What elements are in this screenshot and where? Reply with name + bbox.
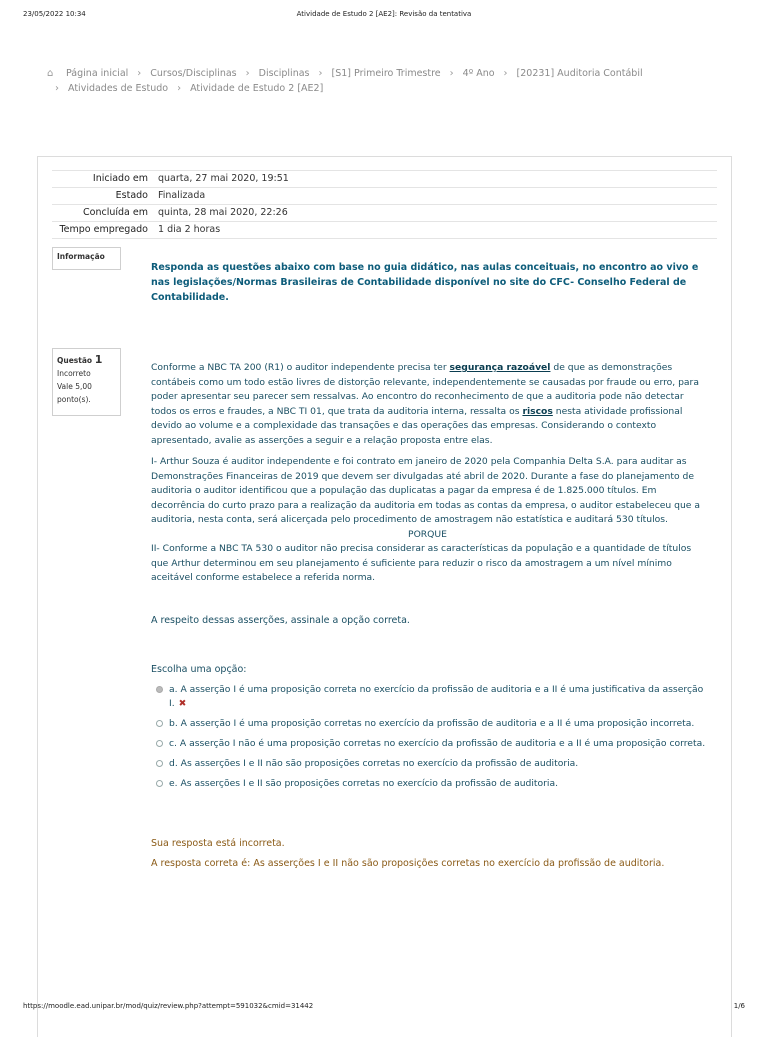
summary-row-time-taken xyxy=(52,221,717,239)
chevron-right-icon: › xyxy=(245,68,250,79)
print-header xyxy=(0,10,768,22)
porque-text: PORQUE xyxy=(408,528,447,540)
radio-button[interactable] xyxy=(156,740,163,747)
option-label: d. As asserções I e II não são proposições corretas no exercício da profissão de auditoria. xyxy=(169,758,579,769)
home-icon: ⌂ xyxy=(47,68,54,79)
feedback-incorrect: Sua resposta está incorreta. xyxy=(151,838,285,849)
question-number-value: 1 xyxy=(94,353,103,366)
answer-option-a[interactable] xyxy=(156,683,708,711)
print-page-title: Atividade de Estudo 2 [AE2]: Revisão da tentativa xyxy=(296,10,472,18)
summary-row-state xyxy=(52,187,717,204)
question-paragraph-1 xyxy=(151,361,704,448)
radio-button[interactable] xyxy=(156,760,163,767)
question-points: Vale 5,00 ponto(s). xyxy=(57,382,92,404)
summary-value: Finalizada xyxy=(158,190,206,201)
link-seguranca-razoavel[interactable]: segurança razoável xyxy=(449,362,551,373)
chevron-right-icon: › xyxy=(137,68,142,79)
info-box: Informação xyxy=(52,247,121,270)
text-fragment: de que as demonstrações contábeis como um todo estão livres de distorção relevante, independentemente se causadas por fraude ou erro, para poder apresentar seu parecer sem ressalvas. Ao encontro do reconhecimento de que a auditoria pode não detectar todos os erros e fraudes, a NBC TI 01, que trata da auditoria interna, ressalta os xyxy=(151,362,699,417)
text-fragment: Conforme a NBC TA 200 (R1) o auditor independente precisa ter xyxy=(151,362,450,373)
radio-button[interactable] xyxy=(156,720,163,727)
choose-option-label: Escolha uma opção: xyxy=(151,664,247,675)
breadcrumb-row-2 xyxy=(47,81,747,96)
question-info-box xyxy=(52,348,121,416)
breadcrumb-item-home[interactable]: Página inicial xyxy=(66,68,129,79)
answer-option-d[interactable] xyxy=(156,757,708,771)
info-text: Responda as questões abaixo com base no guia didático, nas aulas conceituais, no encontro ao vivo e nas legislações/Normas Brasileiras de Contabilidade disponível no site do CFC- Conselho Federal de Contabilidade. xyxy=(151,262,699,303)
question-number xyxy=(57,353,120,367)
summary-value: 1 dia 2 horas xyxy=(158,224,221,235)
breadcrumb-item-disciplinas[interactable]: Disciplinas xyxy=(258,68,310,79)
option-label: e. As asserções I e II são proposições corretas no exercício da profissão de auditoria. xyxy=(169,778,559,789)
summary-value: quinta, 28 mai 2020, 22:26 xyxy=(158,207,288,218)
chevron-right-icon: › xyxy=(449,68,454,79)
chevron-right-icon: › xyxy=(55,83,59,94)
radio-button[interactable] xyxy=(156,686,163,693)
option-label: c. A asserção I não é uma proposição corretas no exercício da profissão de auditoria e a II é uma proposição correta. xyxy=(169,738,706,749)
question-prompt: A respeito dessas asserções, assinale a opção correta. xyxy=(151,615,410,626)
breadcrumb-item-ano[interactable]: 4º Ano xyxy=(462,68,495,79)
breadcrumb-item-course[interactable]: [20231] Auditoria Contábil xyxy=(516,68,643,79)
assertion-2: II- Conforme a NBC TA 530 o auditor não precisa considerar as características da população e a quantidade de títulos que Arthur determinou em seu planejamento é suficiente para reduzir o risco da amostragem a um nível mínimo aceitável conforme estabelece a referida norma. xyxy=(151,543,692,583)
summary-label: Estado xyxy=(115,190,148,201)
link-riscos[interactable]: riscos xyxy=(522,405,553,417)
option-text xyxy=(169,683,708,711)
print-page-number: 1/6 xyxy=(733,1002,745,1010)
incorrect-icon: ✖ xyxy=(178,698,187,709)
answer-option-c[interactable] xyxy=(156,737,708,751)
chevron-right-icon: › xyxy=(318,68,323,79)
breadcrumb-item-atividades[interactable]: Atividades de Estudo xyxy=(68,83,169,94)
question-status: Incorreto xyxy=(57,369,91,378)
answer-options xyxy=(156,683,708,791)
summary-label: Concluída em xyxy=(83,207,148,218)
chevron-right-icon: › xyxy=(177,83,182,94)
breadcrumb-item-current[interactable]: Atividade de Estudo 2 [AE2] xyxy=(190,83,324,94)
assertion-1: I- Arthur Souza é auditor independente e foi contrato em janeiro de 2020 pela Companhia Delta S.A. para auditar as Demonstrações Financeiras de 2019 que devem ser divulgadas até abril de 2020. Durante a fase do planejamento de auditoria o auditor identificou que a população das duplicatas a pagar da empresa é de 1.825.000 títulos. Em decorrência do curto prazo para a realização da auditoria em todas as contas da empresa, o auditor estabeleceu que a auditoria, nesta conta, será alicerçada pelo procedimento de amostragem não estatística e auditará 530 títulos. xyxy=(151,456,701,525)
print-datetime: 23/05/2022 10:34 xyxy=(23,10,86,18)
breadcrumb-item-cursos[interactable]: Cursos/Disciplinas xyxy=(150,68,237,79)
summary-label: Tempo empregado xyxy=(59,224,148,235)
print-footer xyxy=(0,1002,768,1014)
breadcrumb-item-trimestre[interactable]: [S1] Primeiro Trimestre xyxy=(331,68,441,79)
summary-row-started xyxy=(52,170,717,187)
option-label: a. A asserção I é uma proposição correta no exercício da profissão de auditoria e a II é uma justificativa da asserção I. xyxy=(169,684,704,709)
question-label: Questão xyxy=(57,356,93,365)
summary-label: Iniciado em xyxy=(92,173,148,184)
attempt-summary-table xyxy=(52,170,717,239)
breadcrumb-row-1 xyxy=(47,66,747,81)
breadcrumb xyxy=(47,66,747,96)
answer-option-b[interactable] xyxy=(156,717,708,731)
option-label: b. A asserção I é uma proposição corretas no exercício da profissão de auditoria e a II é uma proposição incorreta. xyxy=(169,718,695,729)
answer-option-e[interactable] xyxy=(156,777,708,791)
chevron-right-icon: › xyxy=(503,68,508,79)
summary-row-completed xyxy=(52,204,717,221)
text-fragment: nesta atividade profissional devido ao volume e a complexidade das transações e das operações das empresas. Considerando o contexto apresentado, avalie as asserções a seguir e a relação proposta entre elas. xyxy=(151,405,683,446)
summary-value: quarta, 27 mai 2020, 19:51 xyxy=(158,173,289,184)
radio-button[interactable] xyxy=(156,780,163,787)
correct-answer-text: A resposta correta é: As asserções I e II não são proposições corretas no exercício da profissão de auditoria. xyxy=(151,858,665,869)
print-url: https://moodle.ead.unipar.br/mod/quiz/review.php?attempt=591032&cmid=31442 xyxy=(23,1002,314,1010)
question-text xyxy=(151,361,704,586)
